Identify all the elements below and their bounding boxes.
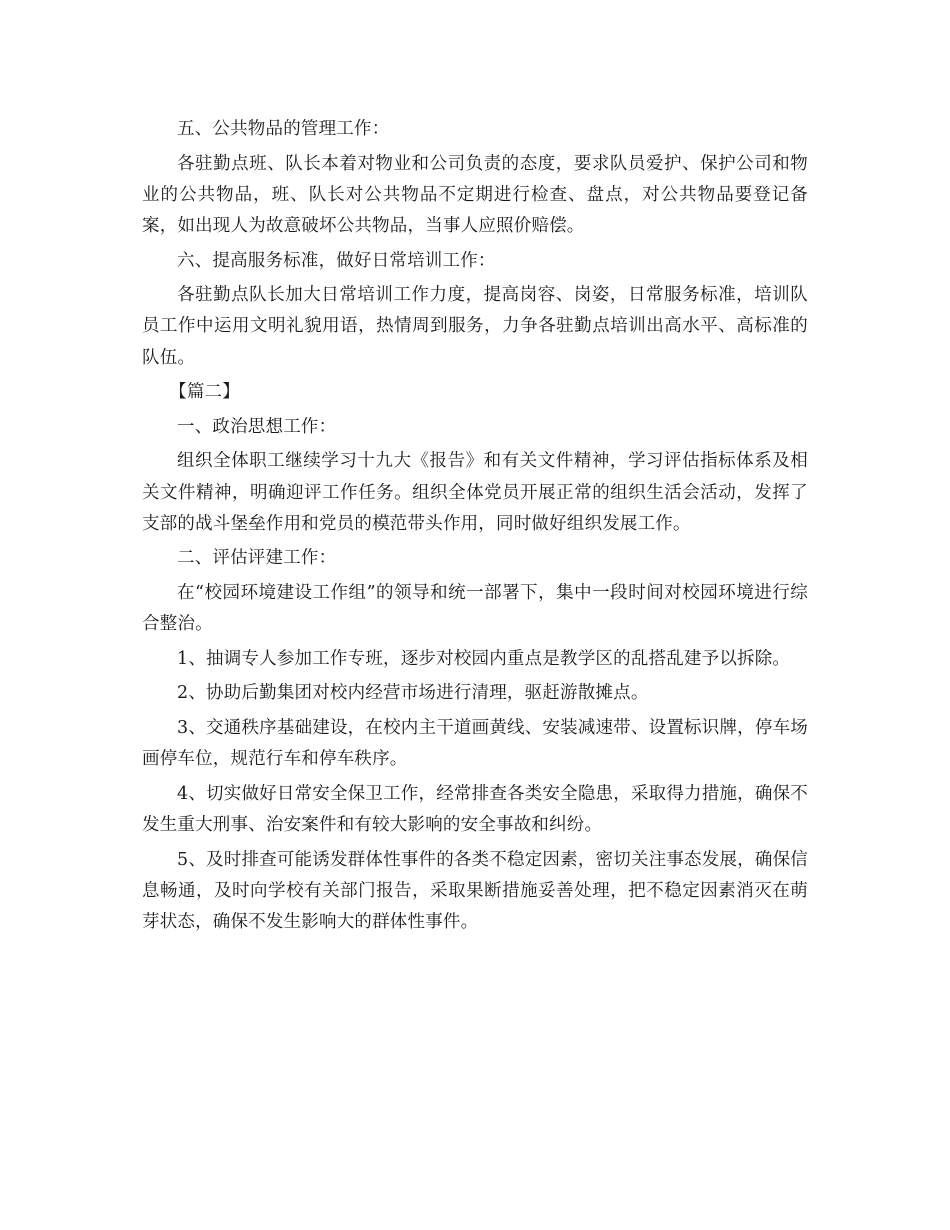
section-heading-evaluation: 二、评估评建工作： [177, 548, 337, 569]
list-item-3: 3、交通秩序基础建设，在校内主干道画黄线、安装减速带、设置标识牌，停车场画停车位，规范行车和停车秩序。 [142, 717, 808, 770]
paragraph-public-goods: 各驻勤点班、队长本着对物业和公司负责的态度，要求队员爱护、保护公司和物业的公共物品，班、队长对公共物品不定期进行检查、盘点，对公共物品要登记备案，如出现人为故意破坏公共物品，当事人应照价赔偿。 [142, 153, 808, 236]
section-heading-service-standards: 六、提高服务标准，做好日常培训工作： [177, 250, 496, 271]
part-two-marker: 【篇二】 [169, 382, 240, 403]
paragraph-political-work: 组织全体职工继续学习十九大《报告》和有关文件精神，学习评估指标体系及相关文件精神，明确迎评工作任务。组织全体党员开展正常的组织生活会活动，发挥了支部的战斗堡垒作用和党员的模范带头作用，同时做好组织发展工作。 [142, 451, 808, 534]
list-item-4: 4、切实做好日常安全保卫工作，经常排查各类安全隐患，采取得力措施，确保不发生重大刑事、治安案件和有较大影响的安全事故和纠纷。 [142, 783, 808, 835]
list-item-5: 5、及时排查可能诱发群体性事件的各类不稳定因素，密切关注事态发展，确保信息畅通，及时向学校有关部门报告，采取果断措施妥善处理，把不稳定因素消灭在萌芽状态，确保不发生影响大的群体性事件。 [142, 849, 808, 932]
paragraph-evaluation-intro: 在“校园环境建设工作组”的领导和统一部署下，集中一段时间对校园环境进行综合整治。 [142, 582, 808, 635]
paragraph-service-standards: 各驻勤点队长加大日常培训工作力度，提高岗容、岗姿，日常服务标准，培训队员工作中运用文明礼貌用语，热情周到服务，力争各驻勤点培训出高水平、高标准的队伍。 [142, 285, 808, 368]
list-item-1: 1、抽调专人参加工作专班，逐步对校园内重点是教学区的乱搭乱建予以拆除。 [177, 648, 791, 669]
section-heading-public-goods: 五、公共物品的管理工作： [177, 119, 390, 139]
document-body [142, 114, 808, 942]
section-heading-political-work: 一、政治思想工作： [177, 416, 337, 437]
list-item-2: 2、协助后勤集团对校内经营市场进行清理，驱赶游散摊点。 [177, 683, 649, 704]
